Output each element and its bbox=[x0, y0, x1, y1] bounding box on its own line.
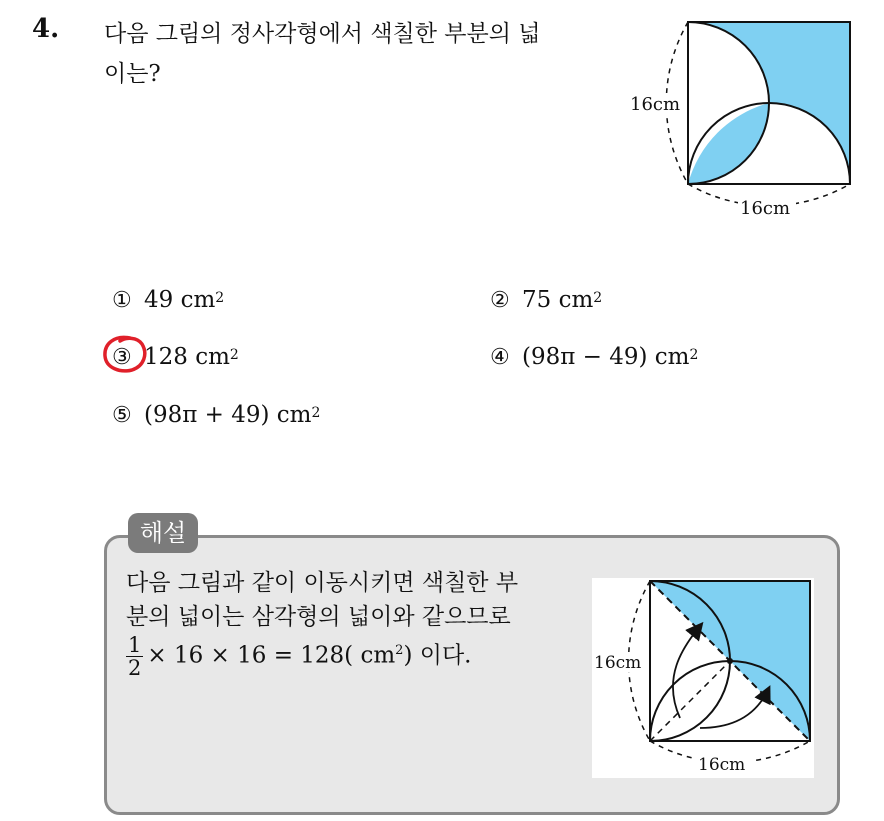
question-text bbox=[104, 14, 604, 94]
choice-3-value: 128 cm bbox=[144, 344, 230, 370]
explanation-figure bbox=[592, 578, 814, 778]
explanation-text bbox=[126, 566, 566, 679]
choice-3-mark: ③ bbox=[112, 345, 132, 370]
answer-circle-mark bbox=[100, 332, 152, 376]
explanation-line-1: 다음 그림과 같이 이동시키면 색칠한 부 bbox=[126, 570, 519, 596]
explanation-figure-panel bbox=[592, 578, 814, 778]
question-line-1: 다음 그림의 정사각형에서 색칠한 부분의 넓 bbox=[104, 21, 541, 47]
choice-5-value: (98π + 49) cm bbox=[144, 402, 312, 428]
explanation-formula: $\frac{1}{2}$ × 16 × 16 = 128( $cm^2$) 이다. bbox=[128, 633, 472, 680]
choice-5[interactable]: ⑤ (98π + 49) $cm^2$ bbox=[112, 400, 320, 431]
side-length-label: 16cm bbox=[630, 94, 681, 115]
explanation-line-2: 분의 넓이는 삼각형의 넓이와 같으므로 bbox=[126, 604, 511, 630]
choice-2[interactable]: ② 75 $cm^2$ bbox=[490, 285, 602, 316]
choice-2-value: 75 cm bbox=[522, 287, 594, 313]
formula-tail: ) 이다. bbox=[403, 642, 472, 669]
problem-figure bbox=[620, 10, 870, 220]
choice-4[interactable]: ④ (98π − 49) $cm^2$ bbox=[490, 342, 698, 373]
question-line-2: 이는? bbox=[104, 61, 161, 87]
side-length-label: 16cm bbox=[594, 653, 642, 673]
choice-3[interactable]: ③ 128 $cm^2$ bbox=[112, 342, 239, 373]
move-arrow-1 bbox=[673, 626, 700, 718]
bottom-length-label: 16cm bbox=[740, 198, 791, 219]
choice-4-mark: ④ bbox=[490, 345, 510, 370]
choice-1-mark: ① bbox=[112, 288, 132, 313]
choice-5-mark: ⑤ bbox=[112, 403, 132, 428]
choice-4-value: (98π − 49) cm bbox=[522, 344, 690, 370]
formula-body: × 16 × 16 = 128( cm bbox=[147, 642, 396, 669]
explanation-label: 해설 bbox=[128, 513, 198, 553]
inner-diagonal-dashed bbox=[650, 661, 730, 741]
bottom-length-label: 16cm bbox=[698, 755, 746, 775]
question-number: 4. bbox=[32, 14, 60, 44]
fraction-one-half: $\frac{1}{2}$ bbox=[128, 633, 142, 680]
choice-1[interactable]: ① 49 $cm^2$ bbox=[112, 285, 224, 316]
choice-1-value: 49 cm bbox=[144, 287, 216, 313]
shaded-lens bbox=[688, 103, 769, 184]
move-arrow-2 bbox=[700, 690, 768, 728]
choice-2-mark: ② bbox=[490, 288, 510, 313]
